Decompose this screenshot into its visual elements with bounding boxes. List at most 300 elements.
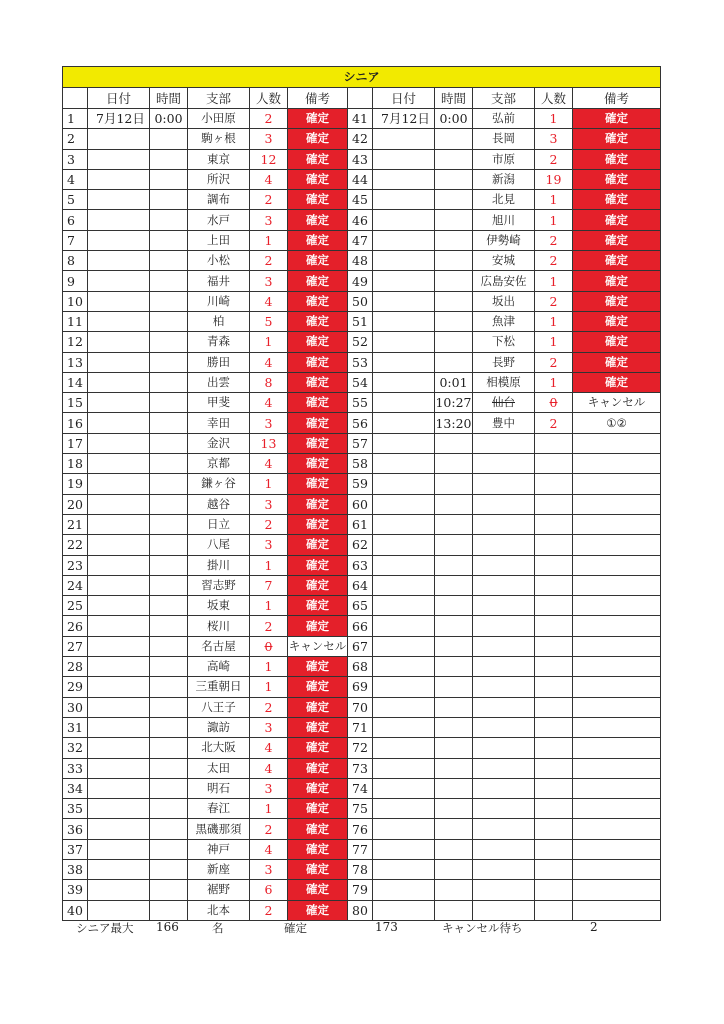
time-cell bbox=[150, 433, 188, 453]
row-number: 12 bbox=[63, 332, 88, 352]
time-cell bbox=[150, 514, 188, 534]
status-cell bbox=[573, 758, 661, 778]
status-cell: 確定 bbox=[288, 393, 348, 413]
branch-cell bbox=[473, 454, 535, 474]
time-cell bbox=[150, 596, 188, 616]
time-cell bbox=[150, 251, 188, 271]
summary-label: シニア最大 bbox=[76, 921, 134, 935]
date-cell bbox=[88, 616, 150, 636]
time-cell bbox=[150, 271, 188, 291]
branch-cell: 豊中 bbox=[473, 413, 535, 433]
table-row bbox=[63, 657, 661, 677]
date-cell bbox=[373, 738, 435, 758]
time-cell bbox=[150, 454, 188, 474]
row-number: 26 bbox=[63, 616, 88, 636]
branch-cell: 黒磯那須 bbox=[188, 819, 250, 839]
row-number: 21 bbox=[63, 514, 88, 534]
row-number: 29 bbox=[63, 677, 88, 697]
count-cell: 1 bbox=[250, 799, 288, 819]
date-cell bbox=[373, 859, 435, 879]
time-cell: 0:00 bbox=[150, 109, 188, 129]
time-cell bbox=[435, 697, 473, 717]
count-cell: 2 bbox=[535, 352, 573, 372]
count-cell: 3 bbox=[250, 129, 288, 149]
senior-roster-table bbox=[62, 66, 661, 921]
header-count: 人数 bbox=[250, 88, 288, 109]
date-cell bbox=[88, 311, 150, 331]
date-cell bbox=[373, 129, 435, 149]
row-number: 4 bbox=[63, 169, 88, 189]
date-cell: 7月12日 bbox=[373, 109, 435, 129]
count-cell: 1 bbox=[250, 677, 288, 697]
status-cell: 確定 bbox=[573, 372, 661, 392]
count-cell bbox=[535, 880, 573, 900]
row-number: 45 bbox=[348, 190, 373, 210]
date-cell bbox=[373, 555, 435, 575]
status-cell: 確定 bbox=[288, 717, 348, 737]
date-cell bbox=[373, 657, 435, 677]
count-cell: 1 bbox=[535, 109, 573, 129]
branch-cell: 裾野 bbox=[188, 880, 250, 900]
date-cell: 7月12日 bbox=[88, 109, 150, 129]
count-cell: 19 bbox=[535, 169, 573, 189]
date-cell bbox=[373, 880, 435, 900]
time-cell bbox=[150, 372, 188, 392]
count-cell bbox=[535, 697, 573, 717]
time-cell bbox=[435, 677, 473, 697]
branch-cell: 北見 bbox=[473, 190, 535, 210]
row-number: 71 bbox=[348, 717, 373, 737]
count-cell bbox=[535, 819, 573, 839]
count-cell bbox=[535, 717, 573, 737]
branch-cell: 魚津 bbox=[473, 311, 535, 331]
branch-cell bbox=[473, 657, 535, 677]
count-cell: 4 bbox=[250, 758, 288, 778]
table-row bbox=[63, 210, 661, 230]
count-cell: 4 bbox=[250, 352, 288, 372]
date-cell bbox=[88, 352, 150, 372]
date-cell bbox=[88, 697, 150, 717]
row-number: 46 bbox=[348, 210, 373, 230]
date-cell bbox=[373, 575, 435, 595]
row-number: 54 bbox=[348, 372, 373, 392]
count-cell: 1 bbox=[535, 311, 573, 331]
table-row bbox=[63, 190, 661, 210]
date-cell bbox=[373, 210, 435, 230]
status-cell bbox=[573, 677, 661, 697]
branch-cell bbox=[473, 758, 535, 778]
time-cell bbox=[435, 535, 473, 555]
time-cell bbox=[150, 738, 188, 758]
branch-cell: 坂出 bbox=[473, 291, 535, 311]
row-number: 42 bbox=[348, 129, 373, 149]
row-number: 64 bbox=[348, 575, 373, 595]
table-row bbox=[63, 859, 661, 879]
date-cell bbox=[88, 535, 150, 555]
count-cell bbox=[535, 636, 573, 656]
count-cell bbox=[535, 555, 573, 575]
status-cell: 確定 bbox=[288, 514, 348, 534]
time-cell bbox=[435, 230, 473, 250]
date-cell bbox=[373, 190, 435, 210]
row-number: 57 bbox=[348, 433, 373, 453]
date-cell bbox=[373, 819, 435, 839]
time-cell bbox=[435, 859, 473, 879]
status-cell: 確定 bbox=[288, 352, 348, 372]
status-cell bbox=[573, 738, 661, 758]
status-cell bbox=[573, 839, 661, 859]
status-cell: 確定 bbox=[288, 900, 348, 920]
count-cell: 1 bbox=[250, 474, 288, 494]
count-cell: 3 bbox=[250, 717, 288, 737]
branch-cell: 北本 bbox=[188, 900, 250, 920]
summary-waiting-label: キャンセル待ち bbox=[442, 921, 523, 935]
count-cell: 4 bbox=[250, 169, 288, 189]
status-cell: 確定 bbox=[288, 190, 348, 210]
table-row bbox=[63, 129, 661, 149]
summary-max-value: 166 bbox=[156, 920, 179, 934]
row-number: 18 bbox=[63, 454, 88, 474]
date-cell bbox=[88, 717, 150, 737]
table-row bbox=[63, 636, 661, 656]
branch-cell: 新座 bbox=[188, 859, 250, 879]
count-cell: 2 bbox=[535, 251, 573, 271]
branch-cell: 旭川 bbox=[473, 210, 535, 230]
summary-confirmed-label: 確定 bbox=[284, 921, 307, 935]
row-number: 75 bbox=[348, 799, 373, 819]
date-cell bbox=[373, 332, 435, 352]
row-number: 77 bbox=[348, 839, 373, 859]
time-cell bbox=[150, 778, 188, 798]
branch-cell: 駒ヶ根 bbox=[188, 129, 250, 149]
time-cell bbox=[435, 575, 473, 595]
branch-cell: 金沢 bbox=[188, 433, 250, 453]
branch-cell: 市原 bbox=[473, 149, 535, 169]
header-cell bbox=[63, 88, 88, 109]
row-number: 53 bbox=[348, 352, 373, 372]
date-cell bbox=[88, 677, 150, 697]
status-cell: 確定 bbox=[288, 799, 348, 819]
count-cell: 3 bbox=[250, 535, 288, 555]
row-number: 50 bbox=[348, 291, 373, 311]
date-cell bbox=[88, 819, 150, 839]
time-cell bbox=[150, 210, 188, 230]
branch-cell: 諏訪 bbox=[188, 717, 250, 737]
row-number: 47 bbox=[348, 230, 373, 250]
table-row bbox=[63, 474, 661, 494]
branch-cell: 勝田 bbox=[188, 352, 250, 372]
row-number: 14 bbox=[63, 372, 88, 392]
branch-cell: 柏 bbox=[188, 311, 250, 331]
branch-cell bbox=[473, 799, 535, 819]
row-number: 73 bbox=[348, 758, 373, 778]
branch-cell bbox=[473, 819, 535, 839]
status-cell bbox=[573, 596, 661, 616]
status-cell: 確定 bbox=[288, 758, 348, 778]
count-cell bbox=[535, 494, 573, 514]
time-cell bbox=[150, 535, 188, 555]
date-cell bbox=[373, 636, 435, 656]
row-number: 6 bbox=[63, 210, 88, 230]
time-cell bbox=[435, 839, 473, 859]
time-cell bbox=[435, 129, 473, 149]
branch-cell: 神戸 bbox=[188, 839, 250, 859]
count-cell: 2 bbox=[250, 109, 288, 129]
branch-cell: 小松 bbox=[188, 251, 250, 271]
status-cell: キャンセル bbox=[573, 393, 661, 413]
status-cell bbox=[573, 535, 661, 555]
row-number: 68 bbox=[348, 657, 373, 677]
date-cell bbox=[373, 271, 435, 291]
table-row bbox=[63, 393, 661, 413]
status-cell: 確定 bbox=[573, 210, 661, 230]
status-cell: 確定 bbox=[288, 169, 348, 189]
row-number: 20 bbox=[63, 494, 88, 514]
count-cell: 0 bbox=[250, 636, 288, 656]
date-cell bbox=[373, 149, 435, 169]
row-number: 44 bbox=[348, 169, 373, 189]
header-date: 日付 bbox=[373, 88, 435, 109]
status-cell: 確定 bbox=[288, 616, 348, 636]
header-remarks: 備考 bbox=[288, 88, 348, 109]
table-row bbox=[63, 372, 661, 392]
row-number: 79 bbox=[348, 880, 373, 900]
table-row bbox=[63, 697, 661, 717]
count-cell bbox=[535, 859, 573, 879]
branch-cell: 安城 bbox=[473, 251, 535, 271]
status-cell bbox=[573, 778, 661, 798]
date-cell bbox=[373, 596, 435, 616]
row-number: 63 bbox=[348, 555, 373, 575]
table-row bbox=[63, 717, 661, 737]
row-number: 70 bbox=[348, 697, 373, 717]
status-cell: 確定 bbox=[573, 311, 661, 331]
row-number: 28 bbox=[63, 657, 88, 677]
row-number: 61 bbox=[348, 514, 373, 534]
row-number: 52 bbox=[348, 332, 373, 352]
summary-unit: 名 bbox=[212, 921, 224, 935]
count-cell: 1 bbox=[250, 230, 288, 250]
time-cell bbox=[150, 839, 188, 859]
date-cell bbox=[373, 839, 435, 859]
row-number: 7 bbox=[63, 230, 88, 250]
time-cell bbox=[435, 454, 473, 474]
date-cell bbox=[373, 799, 435, 819]
count-cell: 2 bbox=[250, 819, 288, 839]
table-row bbox=[63, 575, 661, 595]
count-cell: 13 bbox=[250, 433, 288, 453]
date-cell bbox=[88, 149, 150, 169]
status-cell: 確定 bbox=[573, 190, 661, 210]
row-number: 36 bbox=[63, 819, 88, 839]
time-cell bbox=[435, 880, 473, 900]
time-cell bbox=[150, 575, 188, 595]
row-number: 30 bbox=[63, 697, 88, 717]
row-number: 19 bbox=[63, 474, 88, 494]
date-cell bbox=[88, 393, 150, 413]
status-cell: 確定 bbox=[573, 251, 661, 271]
time-cell bbox=[150, 758, 188, 778]
row-number: 49 bbox=[348, 271, 373, 291]
branch-cell: 小田原 bbox=[188, 109, 250, 129]
row-number: 66 bbox=[348, 616, 373, 636]
status-cell: 確定 bbox=[288, 494, 348, 514]
time-cell bbox=[150, 149, 188, 169]
date-cell bbox=[373, 311, 435, 331]
time-cell bbox=[150, 393, 188, 413]
time-cell bbox=[150, 819, 188, 839]
row-number: 62 bbox=[348, 535, 373, 555]
row-number: 41 bbox=[348, 109, 373, 129]
date-cell bbox=[373, 778, 435, 798]
status-cell: 確定 bbox=[288, 413, 348, 433]
count-cell: 4 bbox=[250, 393, 288, 413]
date-cell bbox=[88, 778, 150, 798]
date-cell bbox=[373, 697, 435, 717]
count-cell: 8 bbox=[250, 372, 288, 392]
table-row bbox=[63, 514, 661, 534]
branch-cell: 弘前 bbox=[473, 109, 535, 129]
branch-cell: 所沢 bbox=[188, 169, 250, 189]
branch-cell: 日立 bbox=[188, 514, 250, 534]
branch-cell bbox=[473, 880, 535, 900]
count-cell: 1 bbox=[535, 190, 573, 210]
branch-cell: 幸田 bbox=[188, 413, 250, 433]
time-cell bbox=[435, 210, 473, 230]
status-cell bbox=[573, 494, 661, 514]
date-cell bbox=[373, 494, 435, 514]
time-cell bbox=[435, 596, 473, 616]
row-number: 59 bbox=[348, 474, 373, 494]
branch-cell: 太田 bbox=[188, 758, 250, 778]
status-cell: 確定 bbox=[288, 555, 348, 575]
count-cell: 3 bbox=[535, 129, 573, 149]
branch-cell: 伊勢崎 bbox=[473, 230, 535, 250]
row-number: 60 bbox=[348, 494, 373, 514]
status-cell bbox=[573, 819, 661, 839]
header-remarks: 備考 bbox=[573, 88, 661, 109]
date-cell bbox=[373, 413, 435, 433]
status-cell: 確定 bbox=[573, 129, 661, 149]
branch-cell: 掛川 bbox=[188, 555, 250, 575]
table-row bbox=[63, 352, 661, 372]
branch-cell: 越谷 bbox=[188, 494, 250, 514]
date-cell bbox=[88, 413, 150, 433]
status-cell bbox=[573, 555, 661, 575]
date-cell bbox=[88, 758, 150, 778]
branch-cell: 三重朝日 bbox=[188, 677, 250, 697]
table-row bbox=[63, 291, 661, 311]
branch-cell: 福井 bbox=[188, 271, 250, 291]
time-cell bbox=[435, 738, 473, 758]
time-cell bbox=[150, 697, 188, 717]
date-cell bbox=[88, 190, 150, 210]
time-cell bbox=[435, 149, 473, 169]
branch-cell: 北大阪 bbox=[188, 738, 250, 758]
row-number: 17 bbox=[63, 433, 88, 453]
date-cell bbox=[88, 230, 150, 250]
branch-cell: 青森 bbox=[188, 332, 250, 352]
row-number: 38 bbox=[63, 859, 88, 879]
time-cell bbox=[150, 311, 188, 331]
status-cell bbox=[573, 575, 661, 595]
branch-cell: 習志野 bbox=[188, 575, 250, 595]
branch-cell: 春江 bbox=[188, 799, 250, 819]
count-cell: 2 bbox=[535, 230, 573, 250]
time-cell bbox=[150, 677, 188, 697]
status-cell: 確定 bbox=[288, 149, 348, 169]
count-cell: 3 bbox=[250, 494, 288, 514]
table-row bbox=[63, 311, 661, 331]
date-cell bbox=[373, 514, 435, 534]
time-cell bbox=[150, 352, 188, 372]
status-cell: 確定 bbox=[288, 677, 348, 697]
row-number: 76 bbox=[348, 819, 373, 839]
time-cell bbox=[150, 616, 188, 636]
branch-cell: 川崎 bbox=[188, 291, 250, 311]
table-row bbox=[63, 413, 661, 433]
branch-cell: 明石 bbox=[188, 778, 250, 798]
count-cell bbox=[535, 657, 573, 677]
branch-cell: 広島安佐 bbox=[473, 271, 535, 291]
header-time: 時間 bbox=[150, 88, 188, 109]
status-cell: 確定 bbox=[288, 230, 348, 250]
status-cell bbox=[573, 433, 661, 453]
count-cell: 1 bbox=[535, 271, 573, 291]
branch-cell bbox=[473, 859, 535, 879]
count-cell: 1 bbox=[250, 555, 288, 575]
row-number: 56 bbox=[348, 413, 373, 433]
time-cell bbox=[435, 778, 473, 798]
status-cell: 確定 bbox=[288, 778, 348, 798]
date-cell bbox=[88, 859, 150, 879]
date-cell bbox=[373, 474, 435, 494]
time-cell bbox=[150, 291, 188, 311]
branch-cell bbox=[473, 778, 535, 798]
table-row bbox=[63, 819, 661, 839]
status-cell: 確定 bbox=[288, 839, 348, 859]
status-cell bbox=[573, 636, 661, 656]
time-cell bbox=[150, 129, 188, 149]
date-cell bbox=[88, 596, 150, 616]
branch-cell: 下松 bbox=[473, 332, 535, 352]
status-cell bbox=[573, 454, 661, 474]
branch-cell bbox=[473, 596, 535, 616]
branch-cell: 東京 bbox=[188, 149, 250, 169]
branch-cell bbox=[473, 616, 535, 636]
status-cell: 確定 bbox=[288, 271, 348, 291]
date-cell bbox=[88, 251, 150, 271]
status-cell bbox=[573, 859, 661, 879]
date-cell bbox=[373, 758, 435, 778]
status-cell: 確定 bbox=[573, 149, 661, 169]
header-branch: 支部 bbox=[473, 88, 535, 109]
time-cell bbox=[435, 433, 473, 453]
table-row bbox=[63, 251, 661, 271]
date-cell bbox=[88, 454, 150, 474]
date-cell bbox=[373, 616, 435, 636]
count-cell: 2 bbox=[250, 900, 288, 920]
row-number: 69 bbox=[348, 677, 373, 697]
date-cell bbox=[373, 251, 435, 271]
table-row bbox=[63, 433, 661, 453]
time-cell bbox=[435, 311, 473, 331]
date-cell bbox=[88, 332, 150, 352]
time-cell bbox=[435, 555, 473, 575]
date-cell bbox=[88, 839, 150, 859]
table-row bbox=[63, 271, 661, 291]
header-branch: 支部 bbox=[188, 88, 250, 109]
